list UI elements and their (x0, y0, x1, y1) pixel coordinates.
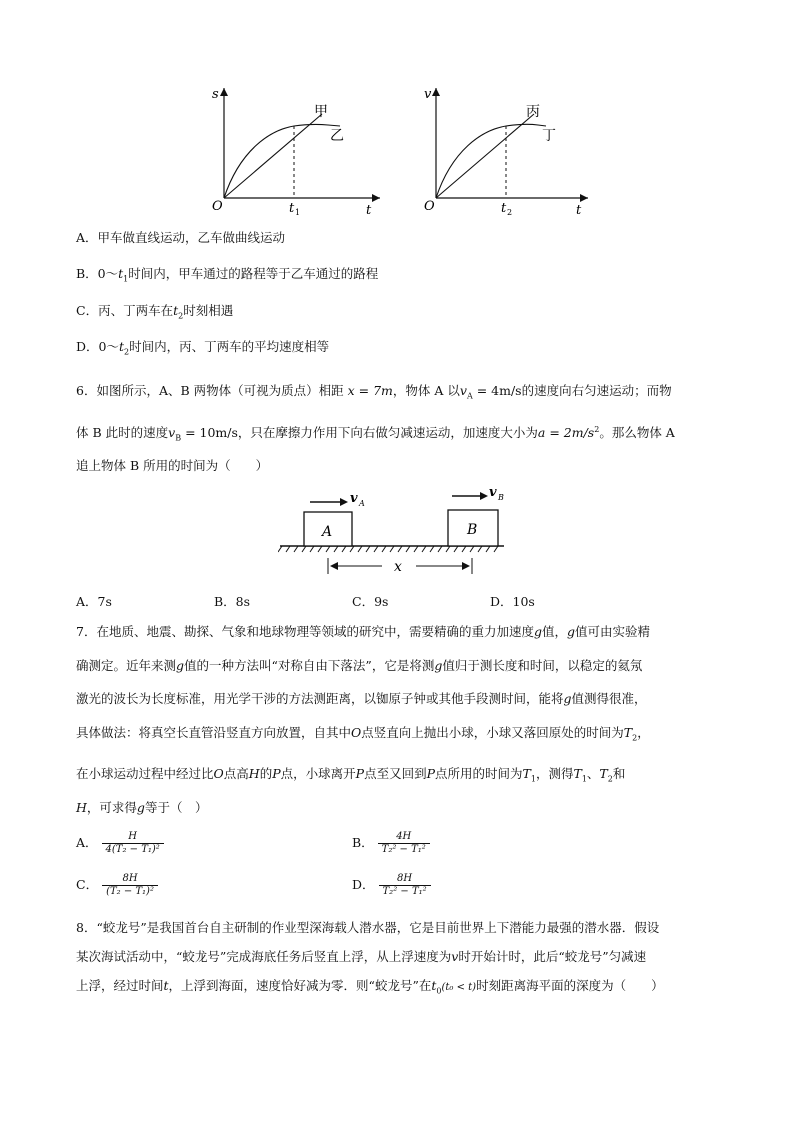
t2-tick-label: t (501, 201, 507, 216)
origin-label-2: O (424, 199, 435, 214)
s-axis-label: s (212, 87, 219, 102)
st-graph (200, 80, 390, 220)
q6-option-d: D．10s (490, 594, 535, 609)
q8-line-2: 某次海试活动中，“蛟龙号”完成海底任务后竖直上浮，从上浮速度为v时开始计时，此后“蛟龙号”匀减速 (76, 949, 647, 964)
ding-curve (436, 124, 546, 198)
bing-label: 丙 (526, 104, 540, 120)
q6-figure (278, 484, 508, 580)
t-axis-label: t (366, 203, 372, 218)
origin-label: O (212, 199, 223, 214)
q6-option-c: C．9s (352, 594, 389, 609)
q7-line-6: H，可求得g等于（ ） (76, 800, 208, 815)
q7-line-3: 激光的波长为长度标准，用光学干涉的方法测距离，以铷原子钟或其他手段测时间，能将g值测得很准， (76, 691, 647, 706)
block-b-label: B (467, 522, 478, 538)
q7-option-b: B． $\frac{4H}{\text{T₂² − T₁²}}$ (352, 826, 430, 860)
v-axis-label: v (424, 87, 432, 102)
q8-line-3: 上浮，经过时间t，上浮到海面，速度恰好减为零．则“蛟龙号”在$t_0(t_0 < t)$时刻距离海平面的深度为（ ） (76, 978, 664, 996)
va-arrow-sub: A (359, 499, 365, 508)
q7-line-5: 在小球运动过程中经过比O点高H的P点，小球离开P点至又回到P点所用的时间为$T_1$，测得$T_1$、$T_2$和 (76, 766, 626, 784)
ding-label: 丁 (542, 128, 556, 144)
t2-tick-sub: 2 (507, 208, 513, 217)
t1-tick-sub: 1 (295, 208, 301, 217)
yi-label: 乙 (330, 128, 344, 144)
q5-option-d: D．$0\sim t_2$时间内，丙、丁两车的平均速度相等 (76, 339, 330, 357)
q6-line-2: 体 B 此时的速度$v_B = 10m/s$，只在摩擦力作用下向右做匀减速运动，加速度大小为$a = 2m/s^2$。那么物体 A (76, 425, 675, 443)
q6-option-a: A．7s (76, 594, 112, 609)
t-axis-label-2: t (576, 203, 582, 218)
q8-line-1: 8．“蛟龙号”是我国首台自主研制的作业型深海载人潜水器，它是目前世界上下潜能力最强的潜水器．假设 (76, 920, 660, 935)
q5-option-b: B．$0\sim t_1$时间内，甲车通过的路程等于乙车通过的路程 (76, 266, 379, 284)
q6-option-b: B．8s (214, 594, 251, 609)
q5-option-c: C．丙、丁两车在$t_2$时刻相遇 (76, 303, 234, 321)
vb-arrow-sub: B (498, 493, 504, 502)
yi-curve (224, 124, 340, 198)
va-arrow-label: v (350, 491, 358, 506)
q5-option-a: A．甲车做直线运动，乙车做曲线运动 (76, 230, 286, 245)
jia-label: 甲 (314, 104, 328, 120)
q7-line-4: 具体做法：将真空长直管沿竖直方向放置，自其中O点竖直向上抛出小球，小球又落回原处的时间为$T_2$， (76, 725, 650, 743)
bing-line (436, 114, 534, 198)
q6-line-1: 6．如图所示，A、B 两物体（可视为质点）相距 x = 7m，物体 A 以$v_A = 4m/s$的速度向右匀速运动；而物 (76, 383, 672, 401)
q7-option-a: A． $\frac{H}{\text{4(T₂ − T₁)²}}$ (76, 826, 164, 860)
t1-tick-label: t (289, 201, 295, 216)
q7-option-c: C． $\frac{8H}{\text{(T₂ − T₁)²}}$ (76, 868, 158, 902)
q7-line-1: 7．在地质、地震、勘探、气象和地球物理等领域的研究中，需要精确的重力加速度g值，g值可由实验精 (76, 624, 651, 639)
vt-graph (412, 80, 602, 220)
vb-arrow-label: v (489, 485, 497, 500)
block-a-label: A (322, 524, 333, 540)
q6-line-3: 追上物体 B 所用的时间为（ ） (76, 458, 269, 473)
q7-option-d: D． $\frac{8H}{\text{T₂² − T₁²}}$ (352, 868, 431, 902)
q7-line-2: 确测定。近年来测g值的一种方法叫“对称自由下落法”，它是将测g值归于测长度和时间，以稳定的氦氖 (76, 658, 643, 673)
distance-x-label: x (394, 559, 402, 575)
jia-line (224, 114, 322, 198)
